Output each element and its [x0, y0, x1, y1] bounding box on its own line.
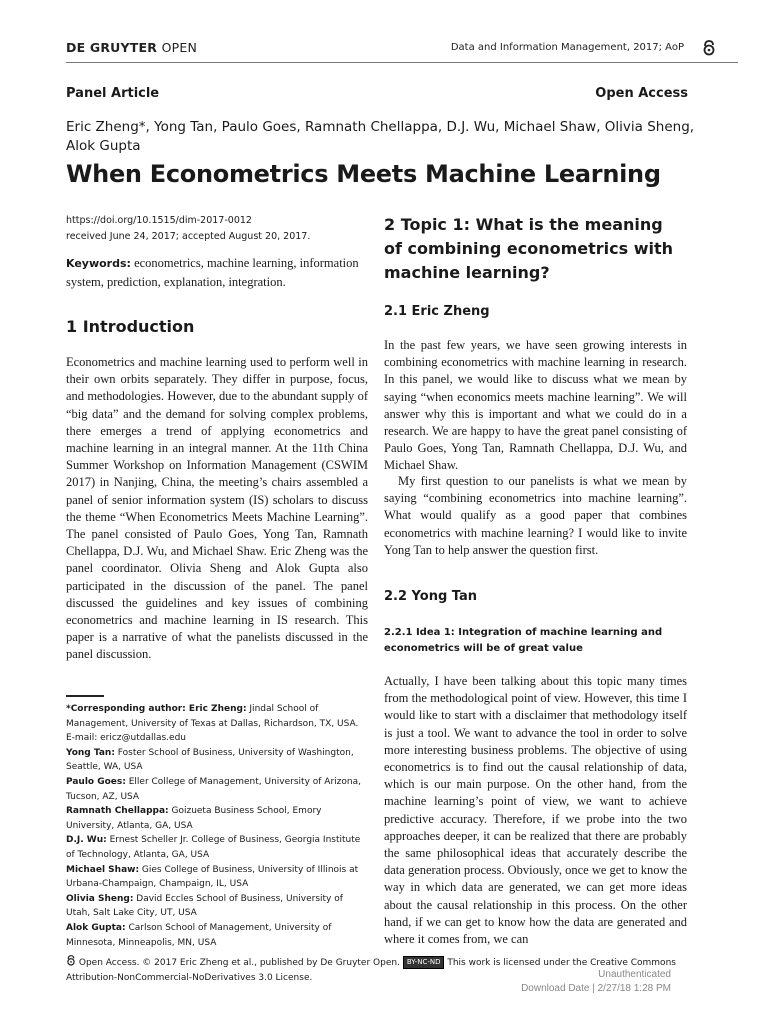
author-list: Eric Zheng*, Yong Tan, Paulo Goes, Ramnath Chellappa, D.J. Wu, Michael Shaw, Olivia Sheng, Alok Gupta [66, 119, 695, 154]
keywords-text: econometrics, machine learning, information system, prediction, explanation, integration. [66, 256, 359, 289]
article-meta [66, 213, 366, 245]
introduction-paragraph: Econometrics and machine learning used to perform well in their own orbits separately. They differ in purpose, focus, and methodologies. However, due to the abundant supply of “big data” and the demand for solving complex problems, there emerges a trend of applying econometrics and machine learning in an integral manner. At the 11th China Summer Workshop on Information Management (CSWIM 2017) in Nanjing, China, the meeting’s chairs assembled a panel of senior information system (IS) scholars to discuss the theme “When Econometrics Meets Machine Learning”. The panel consisted of Paulo Goes, Yong Tan, Ramnath Chellappa, D.J. Wu, and Michael Shaw. Eric Zheng was the panel coordinator. Olivia Sheng and Alok Gupta also participated in the discussion of the panel. The panel discussed the guidelines and key issues of combining econometrics and machine learning in IS research. This paper is a narrative of what the panelists discussed in the panel discussion. [66, 355, 368, 662]
license-text-post: This work is licensed under the Creative Commons Attribution-NonCommercial-NoDerivatives 3.0 License. [66, 958, 676, 983]
article-type: Panel Article [66, 86, 160, 101]
footnote-rule [66, 695, 104, 697]
open-access-icon [66, 958, 79, 968]
eric-paragraph-2: My first question to our panelists is what we mean by saying “combining econometrics into machine learning”. What would qualify as a good paper that combines econometrics with machine learning? I would like to invite Yong Tan to help answer the question first. [384, 474, 687, 557]
publisher-open: OPEN [161, 40, 198, 55]
publisher-name: DE GRUYTER [66, 40, 158, 55]
publisher-logo [66, 40, 197, 55]
doi-link[interactable]: https://doi.org/10.1515/dim-2017-0012 [66, 215, 252, 226]
keywords [66, 254, 366, 291]
yong-paragraph-1: Actually, I have been talking about this topic many times from the methodological point of view. However, this time I would like to start with a disclaimer that methodology itself is just a tool. We want to advance the tool in order to solve more interesting business problems. The objective of using econometrics is to find out the causal relationship of data, which is our main purpose. On the other hand, from the machine learning’s point of view, we want to achieve predictive accuracy. Therefore, if we probe into the two approaches deeper, it can be realized that there are probably the same philosophical ideas that accurately describe the data generation process. Obviously, once we get to know the way in which data are generated, we can get more ideas about the causal relationship in this process. On the other hand, if we can get to know how the data are generated and where it comes from, we can [384, 674, 687, 947]
license-text-pre: Open Access. © 2017 Eric Zheng et al., published by De Gruyter Open. [78, 958, 400, 968]
affiliation-item: Alok Gupta: Carlson School of Management, University of Minnesota, Minneapolis, MN, USA [66, 922, 332, 948]
section-heading-introduction: 1 Introduction [66, 317, 195, 336]
keywords-label: Keywords: [66, 257, 131, 270]
affiliation-item: *Corresponding author: Eric Zheng: Jindal School of Management, University of Texas at Dallas, Richardson, TX, USA. E-mail: ericz@utdallas.edu [66, 704, 359, 744]
subsection-heading-yong-tan: 2.2 Yong Tan [384, 589, 478, 604]
received-dates: received June 24, 2017; accepted August 20, 2017. [66, 231, 311, 242]
affiliation-item: Paulo Goes: Eller College of Management, University of Arizona, Tucson, AZ, USA [66, 776, 361, 802]
subsubsection-heading-idea-1: 2.2.1 Idea 1: Integration of machine learning and econometrics will be of great value [384, 627, 663, 654]
header-rule [66, 62, 738, 63]
download-stamp [515, 968, 671, 995]
author-affiliations [66, 702, 368, 950]
eric-paragraph-1: In the past few years, we have seen growing interests in combining econometrics with machine learning in research. In this panel, we would like to discuss what we mean by saying “when economics meets machine learning”. We will answer why this is important and what we could do in a research. We are happy to have the great panel consisting of Paulo Goes, Yong Tan, Ramnath Chellappa, D.J. Wu, and Michael Shaw. [384, 338, 687, 473]
affiliation-item: D.J. Wu: Ernest Scheller Jr. College of Business, Georgia Institute of Technology, Atlanta, GA, USA [66, 835, 361, 860]
affiliation-item: Yong Tan: Foster School of Business, University of Washington, Seattle, WA, USA [66, 747, 354, 773]
creative-commons-badge[interactable]: BY-NC-ND [403, 956, 445, 969]
affiliation-item: Olivia Sheng: David Eccles School of Business, University of Utah, Salt Lake City, UT, USA [66, 893, 343, 919]
affiliation-item: Ramnath Chellappa: Goizueta Business School, Emory University, Atlanta, GA, USA [66, 806, 322, 831]
affiliation-item: Michael Shaw: Gies College of Business, University of Illinois at Urbana-Champaign, Champaign, IL, USA [66, 864, 359, 890]
section-heading-topic-1: 2 Topic 1: What is the meaning of combining econometrics with machine learning? [384, 215, 674, 282]
open-access-icon [702, 40, 716, 60]
open-access-label: Open Access [595, 86, 688, 101]
download-date: Download Date | 2/27/18 1:28 PM [521, 982, 671, 994]
article-title: When Econometrics Meets Machine Learning [66, 160, 661, 188]
subsection-heading-eric-zheng: 2.1 Eric Zheng [384, 304, 490, 319]
journal-citation: Data and Information Management, 2017; AoP [450, 42, 684, 53]
unauthenticated-label: Unauthenticated [598, 969, 671, 980]
